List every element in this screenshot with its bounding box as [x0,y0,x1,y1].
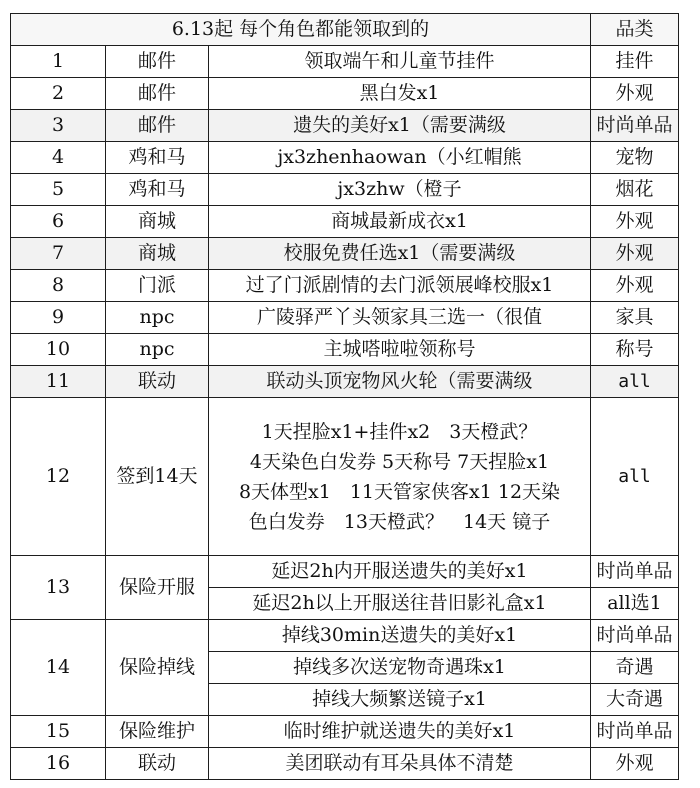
row-category: 时尚单品 [591,556,679,588]
row-category: all [591,366,679,398]
row-number: 13 [11,556,106,620]
row-category: 时尚单品 [591,620,679,652]
row-number: 1 [11,46,106,78]
table-row [11,270,679,302]
signin-line: 色白发券 13天橙武？ 14天 镜子 [248,510,551,533]
row-category: 烟花 [591,174,679,206]
row-source: 保险开服 [106,556,209,620]
row-source: 门派 [106,270,209,302]
table-row [11,748,679,780]
table-title: 6.13起 每个角色都能领取到的 [11,14,591,46]
row-source: 邮件 [106,78,209,110]
row-item: jx3zhw（橙子 [209,174,591,206]
row-category: 外观 [591,78,679,110]
row-item: 联动头顶宠物风火轮（需要满级 [209,366,591,398]
row-category: all选1 [591,588,679,620]
table-row [11,238,679,270]
row-number: 3 [11,110,106,142]
table-row [11,206,679,238]
row-source: 联动 [106,748,209,780]
signin-line: 1天捏脸x1+挂件x2 3天橙武？ [261,420,538,443]
row-category: 称号 [591,334,679,366]
row-item: 领取端午和儿童节挂件 [209,46,591,78]
row-item: 广陵驿严丫头领家具三选一（很值 [209,302,591,334]
table-row [11,620,679,652]
row-item: 掉线多次送宠物奇遇珠x1 [209,652,591,684]
table-row [11,366,679,398]
row-category: 家具 [591,302,679,334]
table-row [11,174,679,206]
table-row [11,110,679,142]
row-number: 6 [11,206,106,238]
row-number: 7 [11,238,106,270]
row-category: 外观 [591,206,679,238]
row-category: 大奇遇 [591,684,679,716]
category-header: 品类 [591,14,679,46]
rewards-table [10,13,679,780]
header-row [11,14,679,46]
row-number: 11 [11,366,106,398]
row-item: 延迟2h内开服送遗失的美好x1 [209,556,591,588]
row-number: 10 [11,334,106,366]
row-number: 4 [11,142,106,174]
row-source: 联动 [106,366,209,398]
row-number: 15 [11,716,106,748]
table-row [11,78,679,110]
row-category: 外观 [591,270,679,302]
row-number: 8 [11,270,106,302]
table-row-signin [11,398,679,556]
row-category: 奇遇 [591,652,679,684]
row-number: 2 [11,78,106,110]
row-source: 商城 [106,238,209,270]
row-category: 外观 [591,238,679,270]
row-item: 掉线30min送遗失的美好x1 [209,620,591,652]
row-source: npc [106,302,209,334]
row-source: 商城 [106,206,209,238]
row-category: 外观 [591,748,679,780]
row-number: 12 [11,398,106,556]
row-category: 挂件 [591,46,679,78]
row-item: 黑白发x1 [209,78,591,110]
row-number: 5 [11,174,106,206]
row-category: all [591,398,679,556]
row-item: 遗失的美好x1（需要满级 [209,110,591,142]
row-category: 时尚单品 [591,716,679,748]
table-row [11,556,679,588]
row-number: 9 [11,302,106,334]
row-source: 签到14天 [106,398,209,556]
table-row [11,142,679,174]
table-row [11,334,679,366]
row-source: 鸡和马 [106,174,209,206]
table-row [11,302,679,334]
row-item: 掉线大频繁送镜子x1 [209,684,591,716]
row-source: 保险维护 [106,716,209,748]
row-item: 美团联动有耳朵具体不清楚 [209,748,591,780]
row-item: 过了门派剧情的去门派领展峰校服x1 [209,270,591,302]
table-row [11,46,679,78]
row-item: 临时维护就送遗失的美好x1 [209,716,591,748]
signin-rewards [209,398,591,556]
table-row [11,716,679,748]
row-item: 主城嗒啦啦领称号 [209,334,591,366]
row-source: 鸡和马 [106,142,209,174]
row-category: 时尚单品 [591,110,679,142]
row-item: 延迟2h以上开服送往昔旧影礼盒x1 [209,588,591,620]
row-number: 14 [11,620,106,716]
row-source: 保险掉线 [106,620,209,716]
row-source: 邮件 [106,46,209,78]
row-item: 校服免费任选x1（需要满级 [209,238,591,270]
row-number: 16 [11,748,106,780]
row-item: 商城最新成衣x1 [209,206,591,238]
signin-line: 8天体型x1 11天管家侠客x1 12天染 [238,480,561,503]
row-category: 宠物 [591,142,679,174]
signin-line: 4天染色白发券 5天称号 7天捏脸x1 [249,450,550,473]
row-source: npc [106,334,209,366]
row-item: jx3zhenhaowan（小红帽熊 [209,142,591,174]
row-source: 邮件 [106,110,209,142]
